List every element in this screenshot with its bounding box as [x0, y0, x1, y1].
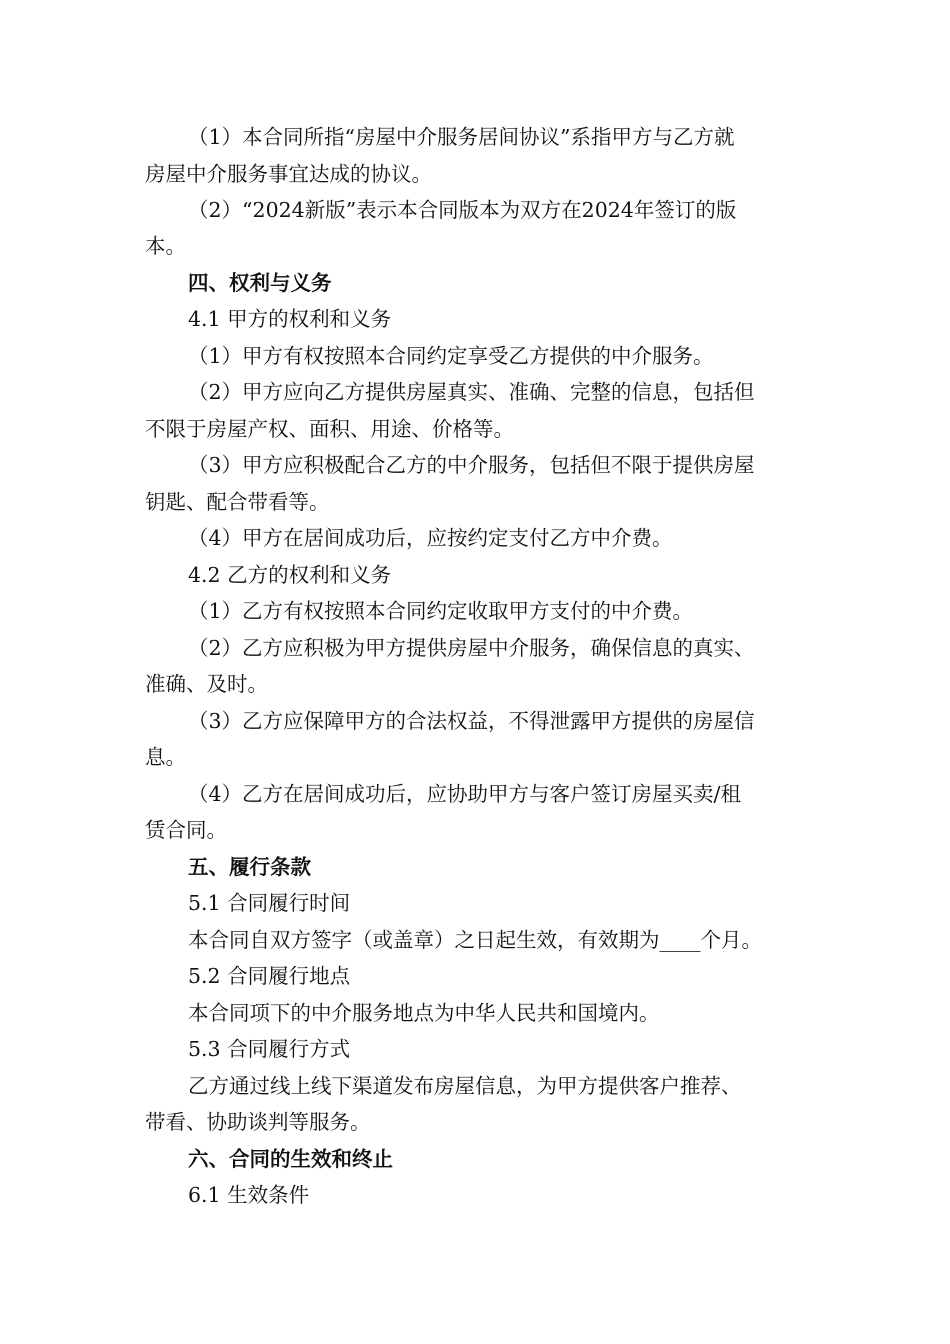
clause-4-2-4: （4）乙方在居间成功后，应协助甲方与客户签订房屋买卖/租 — [188, 782, 741, 806]
subsection-6-1: 6.1 生效条件 — [188, 1183, 310, 1207]
clause-5-2-text: 本合同项下的中介服务地点为中华人民共和国境内。 — [188, 1001, 660, 1025]
clause-3-2-cont: 本。 — [145, 234, 186, 258]
clause-4-1-2-cont: 不限于房屋产权、面积、用途、价格等。 — [145, 417, 514, 441]
section-heading-6: 六、合同的生效和终止 — [188, 1147, 393, 1171]
clause-4-2-3: （3）乙方应保障甲方的合法权益，不得泄露甲方提供的房屋信 — [188, 709, 755, 733]
subsection-4-2: 4.2 乙方的权利和义务 — [188, 563, 392, 587]
subsection-5-3: 5.3 合同履行方式 — [188, 1037, 351, 1061]
subsection-5-2: 5.2 合同履行地点 — [188, 964, 351, 988]
subsection-4-1: 4.1 甲方的权利和义务 — [188, 307, 392, 331]
clause-3-1-cont: 房屋中介服务事宜达成的协议。 — [145, 162, 432, 186]
subsection-5-1: 5.1 合同履行时间 — [188, 891, 351, 915]
clause-4-2-4-cont: 赁合同。 — [145, 818, 227, 842]
clause-4-2-3-cont: 息。 — [145, 745, 186, 769]
section-heading-4: 四、权利与义务 — [188, 271, 332, 295]
clause-4-1-3: （3）甲方应积极配合乙方的中介服务，包括但不限于提供房屋 — [188, 453, 755, 477]
clause-3-1-line: （1）本合同所指“房屋中介服务居间协议”系指甲方与乙方就 — [188, 125, 735, 149]
clause-5-3-cont: 带看、协助谈判等服务。 — [145, 1110, 371, 1134]
clause-4-1-3-cont: 钥匙、配合带看等。 — [145, 490, 330, 514]
clause-5-3-text: 乙方通过线上线下渠道发布房屋信息，为甲方提供客户推荐、 — [188, 1074, 742, 1098]
clause-4-1-2: （2）甲方应向乙方提供房屋真实、准确、完整的信息，包括但 — [188, 380, 755, 404]
clause-4-2-2: （2）乙方应积极为甲方提供房屋中介服务，确保信息的真实、 — [188, 636, 755, 660]
clause-5-1-text: 本合同自双方签字（或盖章）之日起生效，有效期为____个月。 — [188, 928, 762, 952]
clause-4-2-1: （1）乙方有权按照本合同约定收取甲方支付的中介费。 — [188, 599, 694, 623]
clause-3-2-line: （2）“2024新版”表示本合同版本为双方在2024年签订的版 — [188, 198, 737, 222]
clause-4-1-4: （4）甲方在居间成功后，应按约定支付乙方中介费。 — [188, 526, 673, 550]
clause-4-2-2-cont: 准确、及时。 — [145, 672, 268, 696]
clause-4-1-1: （1）甲方有权按照本合同约定享受乙方提供的中介服务。 — [188, 344, 714, 368]
section-heading-5: 五、履行条款 — [188, 855, 311, 879]
